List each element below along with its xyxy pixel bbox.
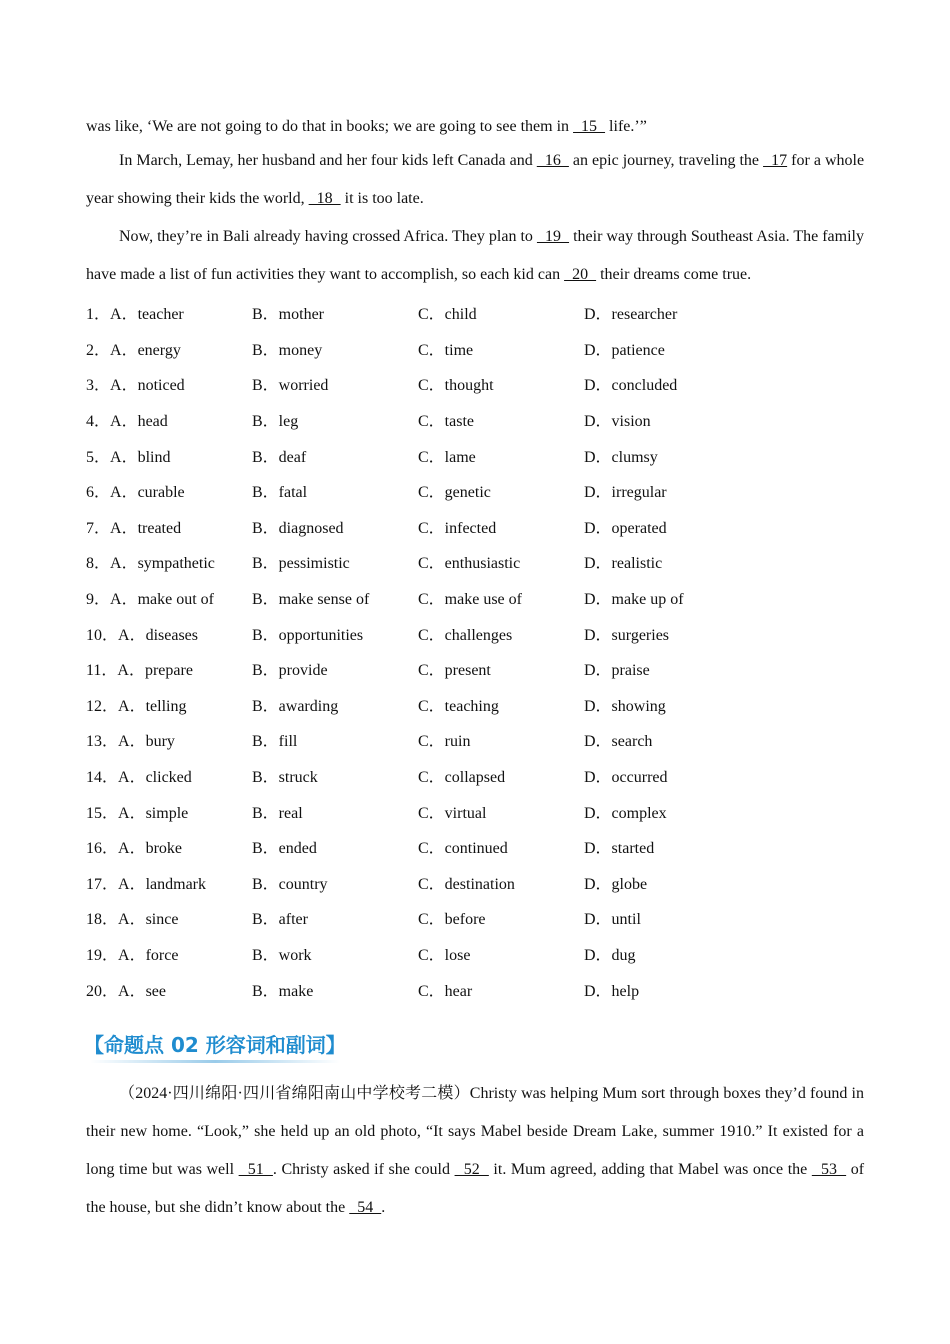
question-number: 5． (86, 448, 111, 466)
option-a[interactable] (86, 622, 252, 645)
option-d-label: D．complex (584, 804, 667, 822)
option-a[interactable] (86, 693, 252, 716)
option-a[interactable] (86, 515, 252, 538)
question-number: 15． (86, 804, 119, 822)
option-d[interactable] (584, 800, 784, 823)
option-c[interactable] (418, 586, 584, 609)
option-d[interactable] (584, 978, 784, 1001)
option-d[interactable] (584, 444, 784, 467)
option-b-label: B．struck (252, 769, 318, 787)
blank-18[interactable]: 18 (308, 190, 341, 207)
option-b[interactable] (252, 372, 418, 395)
option-b-label: B．pessimistic (252, 555, 350, 573)
option-c[interactable] (418, 444, 584, 467)
option-c-label: C．infected (418, 519, 497, 537)
question-row (86, 758, 864, 794)
option-d-label: D．help (584, 982, 640, 1000)
option-a-label: A．sympathetic (110, 555, 215, 573)
option-b[interactable] (252, 835, 418, 858)
question-row (86, 793, 864, 829)
option-d[interactable] (584, 515, 784, 538)
option-b[interactable] (252, 800, 418, 823)
question-number: 2． (86, 341, 111, 359)
option-c-label: C．time (418, 341, 474, 359)
option-b[interactable] (252, 479, 418, 502)
option-b[interactable] (252, 693, 418, 716)
question-row (86, 829, 864, 865)
option-b-label: B．fatal (252, 484, 308, 502)
option-a-label: A．curable (110, 484, 185, 502)
option-c-label: C．enthusiastic (418, 555, 521, 573)
blank-53[interactable]: 53 (811, 1160, 847, 1178)
option-a-label: A．simple (118, 804, 189, 822)
option-a-label: A．broke (118, 840, 183, 858)
option-d-label: D．irregular (584, 484, 667, 502)
option-b[interactable] (252, 444, 418, 467)
option-b[interactable] (252, 408, 418, 431)
option-d-label: D．occurred (584, 769, 668, 787)
passage2-paragraph: （2024·四川绵阳·四川省绵阳南山中学校考二模）Christy was helping Mum sort through boxes they’d found in their new home. “Look,” she held up an old photo, “It says Mabel beside Dream Lake, summer 1910.” It existed for a long time but was well 51 . Christy asked if she could 52 it. Mum agreed, adding that Mabel was once the 53 of the house, but she didn’t know about the 54 . (86, 1084, 865, 1216)
question-number: 16． (86, 840, 119, 858)
option-c-label: C．hear (418, 982, 473, 1000)
option-c-label: C．child (418, 306, 477, 324)
option-b-label: B．deaf (252, 448, 307, 466)
option-c-label: C．destination (418, 875, 515, 893)
option-a-label: A．make out of (110, 591, 214, 609)
option-b-label: B．awarding (252, 697, 339, 715)
option-d[interactable] (584, 408, 784, 431)
option-a[interactable] (86, 372, 252, 395)
option-b[interactable] (252, 871, 418, 894)
question-row (86, 331, 864, 367)
question-number: 19． (86, 946, 119, 964)
option-c[interactable] (418, 871, 584, 894)
option-c[interactable] (418, 408, 584, 431)
question-row (86, 580, 864, 616)
option-c[interactable] (418, 693, 584, 716)
option-c-label: C．taste (418, 413, 474, 431)
question-number: 14． (86, 769, 119, 787)
option-d[interactable] (584, 657, 784, 680)
question-row (86, 865, 864, 901)
option-b[interactable] (252, 942, 418, 965)
question-row (86, 366, 864, 402)
question-row (86, 971, 864, 1007)
question-number: 9． (86, 591, 111, 609)
option-d-label: D．dug (584, 946, 636, 964)
option-c[interactable] (418, 835, 584, 858)
question-number: 20． (86, 982, 119, 1000)
option-a-label: A．head (110, 413, 168, 431)
option-a[interactable] (86, 871, 252, 894)
option-c-label: C．lame (418, 448, 476, 466)
option-b-label: B．fill (252, 733, 298, 751)
question-row (86, 900, 864, 936)
option-d-label: D．make up of (584, 591, 684, 609)
option-a-label: A．since (118, 911, 179, 929)
question-number: 4． (86, 413, 111, 431)
option-b-label: B．provide (252, 662, 328, 680)
option-b-label: B．opportunities (252, 626, 364, 644)
option-b[interactable] (252, 657, 418, 680)
option-b-label: B．leg (252, 413, 299, 431)
option-d[interactable] (584, 906, 784, 929)
question-options-list (86, 295, 864, 1007)
option-b[interactable] (252, 978, 418, 1001)
option-d[interactable] (584, 337, 784, 360)
heading-underline-decoration (90, 1060, 340, 1063)
option-d-label: D．search (584, 733, 653, 751)
option-d[interactable] (584, 728, 784, 751)
option-a-label: A．blind (110, 448, 171, 466)
option-a-label: A．landmark (118, 875, 206, 893)
option-d-label: D．realistic (584, 555, 663, 573)
option-c[interactable] (418, 622, 584, 645)
option-b[interactable] (252, 622, 418, 645)
option-d[interactable] (584, 693, 784, 716)
question-number: 6． (86, 484, 111, 502)
option-d[interactable] (584, 835, 784, 858)
option-a[interactable] (86, 550, 252, 573)
option-a-label: A．see (118, 982, 167, 1000)
option-d-label: D．researcher (584, 306, 678, 324)
option-a-label: A．clicked (118, 769, 192, 787)
option-b-label: B．diagnosed (252, 519, 344, 537)
option-d[interactable] (584, 586, 784, 609)
question-number: 18． (86, 911, 119, 929)
option-c-label: C．continued (418, 840, 508, 858)
option-d-label: D．vision (584, 413, 651, 431)
option-c[interactable] (418, 550, 584, 573)
option-b[interactable] (252, 550, 418, 573)
option-a[interactable] (86, 301, 252, 324)
option-c[interactable] (418, 515, 584, 538)
option-a[interactable] (86, 479, 252, 502)
option-d-label: D．globe (584, 875, 648, 893)
option-a-label: A．noticed (110, 377, 185, 395)
option-a-label: A．diseases (118, 626, 199, 644)
blank-54[interactable]: 54 (349, 1198, 382, 1216)
option-a[interactable] (86, 408, 252, 431)
option-d-label: D．showing (584, 697, 666, 715)
option-d-label: D．operated (584, 519, 667, 537)
question-number: 7． (86, 519, 111, 537)
blank-19[interactable]: 19 (536, 228, 570, 245)
option-a-label: A．treated (110, 519, 182, 537)
option-c-label: C．teaching (418, 697, 499, 715)
blank-17[interactable]: 17 (763, 152, 788, 169)
option-d[interactable] (584, 301, 784, 324)
option-a[interactable] (86, 942, 252, 965)
option-b-label: B．country (252, 875, 328, 893)
option-c[interactable] (418, 906, 584, 929)
option-b-label: B．mother (252, 306, 324, 324)
option-d[interactable] (584, 764, 784, 787)
option-b[interactable] (252, 728, 418, 751)
option-a[interactable] (86, 444, 252, 467)
question-number: 12． (86, 697, 119, 715)
option-c-label: C．challenges (418, 626, 513, 644)
option-b-label: B．real (252, 804, 303, 822)
option-a[interactable] (86, 764, 252, 787)
option-a[interactable] (86, 835, 252, 858)
question-row (86, 544, 864, 580)
option-c[interactable] (418, 301, 584, 324)
option-a-label: A．energy (110, 341, 181, 359)
option-c[interactable] (418, 728, 584, 751)
blank-20[interactable]: 20 (564, 266, 597, 283)
question-row (86, 402, 864, 438)
blank-15[interactable]: 15 (573, 118, 606, 135)
section-heading: 【命题点 02 形容词和副词】 (84, 1029, 346, 1061)
question-row (86, 722, 864, 758)
question-number: 11． (86, 662, 118, 680)
question-row (86, 473, 864, 509)
option-a[interactable] (86, 800, 252, 823)
question-row (86, 651, 864, 687)
option-a[interactable] (86, 586, 252, 609)
question-row (86, 687, 864, 723)
passage1-line1: was like, ‘We are not going to do that in books; we are going to see them in 15 life.’” (86, 118, 647, 135)
option-c[interactable] (418, 337, 584, 360)
option-d[interactable] (584, 871, 784, 894)
question-row (86, 295, 864, 331)
option-c[interactable] (418, 657, 584, 680)
option-d[interactable] (584, 372, 784, 395)
option-d[interactable] (584, 479, 784, 502)
option-c-label: C．thought (418, 377, 494, 395)
option-a-label: A．bury (118, 733, 175, 751)
option-c-label: C．collapsed (418, 769, 506, 787)
option-a[interactable] (86, 728, 252, 751)
option-d-label: D．praise (584, 662, 650, 680)
option-c-label: C．ruin (418, 733, 471, 751)
option-c[interactable] (418, 372, 584, 395)
question-row (86, 437, 864, 473)
option-d-label: D．patience (584, 341, 665, 359)
option-b[interactable] (252, 764, 418, 787)
option-d[interactable] (584, 942, 784, 965)
option-c-label: C．present (418, 662, 491, 680)
option-d-label: D．concluded (584, 377, 678, 395)
option-b[interactable] (252, 586, 418, 609)
option-b[interactable] (252, 906, 418, 929)
question-number: 3． (86, 377, 111, 395)
option-b-label: B．work (252, 946, 312, 964)
option-c[interactable] (418, 800, 584, 823)
question-number: 8． (86, 555, 111, 573)
option-b-label: B．make (252, 982, 314, 1000)
option-c[interactable] (418, 942, 584, 965)
blank-51[interactable]: 51 (238, 1160, 273, 1178)
question-number: 10． (86, 626, 119, 644)
option-b-label: B．worried (252, 377, 329, 395)
option-b-label: B．ended (252, 840, 317, 858)
passage1-paragraph-3: Now, they’re in Bali already having crossed Africa. They plan to 19 their way through Southeast Asia. The family have made a list of fun activities they want to accomplish, so each kid can 20 their dreams come true. (86, 228, 864, 283)
option-d-label: D．clumsy (584, 448, 658, 466)
option-d-label: D．until (584, 911, 641, 929)
option-c[interactable] (418, 978, 584, 1001)
option-b[interactable] (252, 301, 418, 324)
option-a-label: A．prepare (117, 662, 193, 680)
option-b-label: B．make sense of (252, 591, 370, 609)
blank-52[interactable]: 52 (454, 1160, 489, 1178)
option-c-label: C．genetic (418, 484, 491, 502)
question-row (86, 509, 864, 545)
option-c[interactable] (418, 764, 584, 787)
question-number: 1． (86, 306, 111, 324)
option-d-label: D．surgeries (584, 626, 670, 644)
option-a[interactable] (86, 978, 252, 1001)
question-number: 17． (86, 875, 119, 893)
option-b[interactable] (252, 337, 418, 360)
option-d[interactable] (584, 622, 784, 645)
option-c-label: C．lose (418, 946, 471, 964)
passage1-paragraph-2: In March, Lemay, her husband and her four kids left Canada and 16 an epic journey, traveling the 17 for a whole year showing their kids the world, 18 it is too late. (86, 152, 865, 207)
document-page (86, 112, 864, 1227)
option-b-label: B．after (252, 911, 308, 929)
option-c-label: C．virtual (418, 804, 487, 822)
option-a[interactable] (86, 337, 252, 360)
question-row (86, 936, 864, 972)
option-d[interactable] (584, 550, 784, 573)
option-b-label: B．money (252, 341, 323, 359)
option-a-label: A．force (118, 946, 179, 964)
option-d-label: D．started (584, 840, 655, 858)
option-c-label: C．make use of (418, 591, 522, 609)
blank-16[interactable]: 16 (536, 152, 569, 169)
question-number: 13． (86, 733, 119, 751)
option-a-label: A．teacher (110, 306, 184, 324)
option-a-label: A．telling (118, 697, 187, 715)
option-c[interactable] (418, 479, 584, 502)
option-c-label: C．before (418, 911, 486, 929)
option-b[interactable] (252, 515, 418, 538)
question-row (86, 615, 864, 651)
option-a[interactable] (86, 906, 252, 929)
option-a[interactable] (86, 657, 252, 680)
